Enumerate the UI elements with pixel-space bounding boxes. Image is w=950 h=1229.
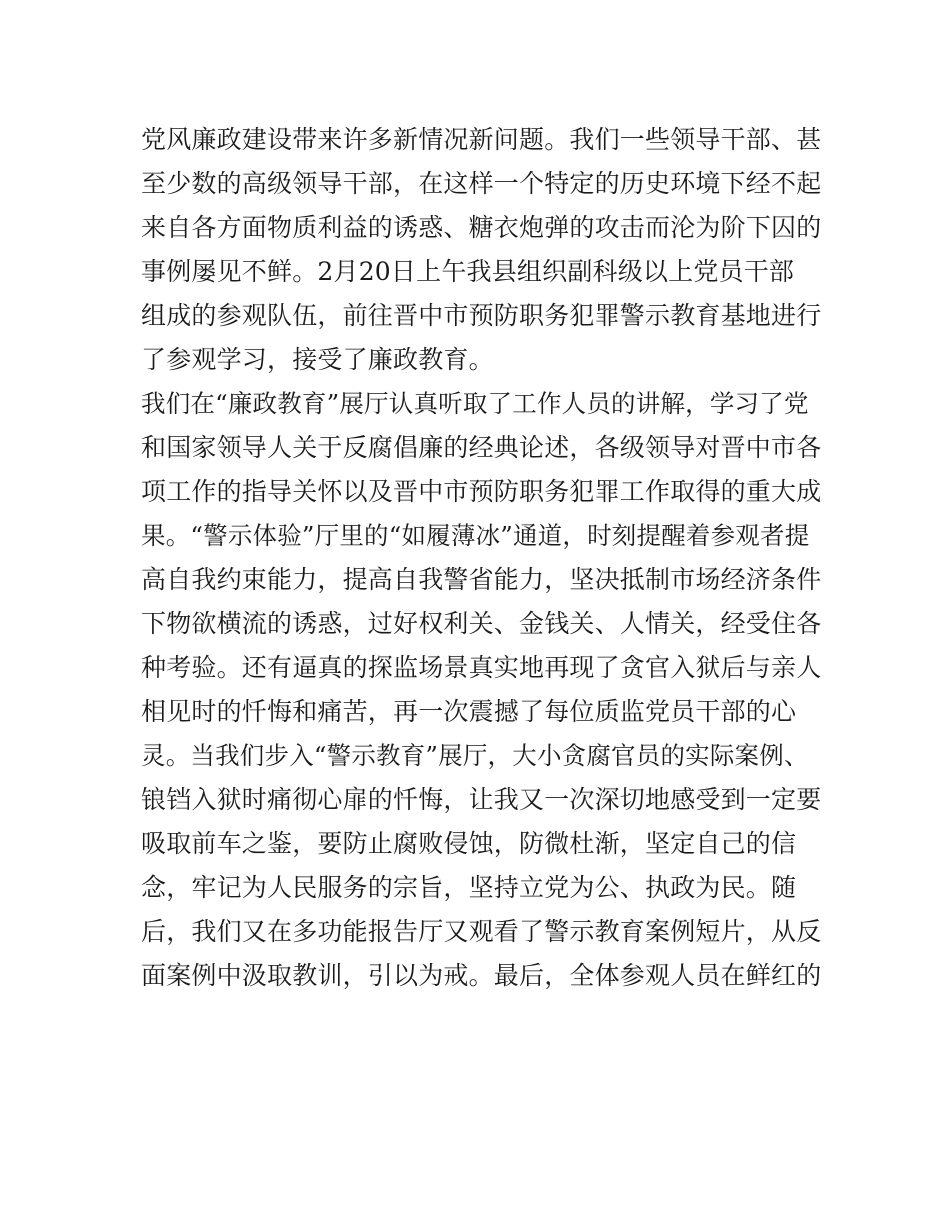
- text-line: 和国家领导人关于反腐倡廉的经典论述，各级领导对晋中市各: [141, 433, 822, 462]
- text-line: 吸取前车之鉴，要防止腐败侵蚀，防微杜渐，坚定自己的信: [141, 829, 797, 858]
- text-line: 锒铛入狱时痛彻心扉的忏悔，让我又一次深切地感受到一定要: [141, 785, 822, 814]
- text-line: 至少数的高级领导干部，在这样一个特定的历史环境下经不起: [141, 169, 822, 198]
- text-line: 组成的参观队伍，前往晋中市预防职务犯罪警示教育基地进行: [141, 301, 822, 330]
- text-line: 了参观学习，接受了廉政教育。: [141, 345, 494, 374]
- text-line: 事例屡见不鲜。2月20日上午我县组织副科级以上党员干部: [141, 257, 795, 286]
- text-line: 相见时的忏悔和痛苦，再一次震撼了每位质监党员干部的心: [141, 697, 797, 726]
- text-line: 来自各方面物质利益的诱惑、糖衣炮弹的攻击而沦为阶下囚的: [141, 213, 822, 242]
- text-line: 项工作的指导关怀以及晋中市预防职务犯罪工作取得的重大成: [141, 477, 822, 506]
- text-line: 我们在“廉政教育”展厅认真听取了工作人员的讲解，学习了党: [141, 389, 809, 418]
- text-line: 后，我们又在多功能报告厅又观看了警示教育案例短片，从反: [141, 917, 822, 946]
- text-line: 种考验。还有逼真的探监场景真实地再现了贪官入狱后与亲人: [141, 653, 822, 682]
- text-line: 高自我约束能力，提高自我警省能力，坚决抵制市场经济条件: [141, 565, 822, 594]
- text-line: 党风廉政建设带来许多新情况新问题。我们一些领导干部、甚: [141, 125, 822, 154]
- text-line: 灵。当我们步入“警示教育”展厅，大小贪腐官员的实际案例、: [141, 741, 809, 770]
- text-line: 面案例中汲取教训，引以为戒。最后，全体参观人员在鲜红的: [141, 961, 822, 990]
- text-line: 果。“警示体验”厅里的“如履薄冰”通道，时刻提醒着参观者提: [141, 521, 810, 550]
- text-line: 念，牢记为人民服务的宗旨，坚持立党为公、执政为民。随: [141, 873, 797, 902]
- text-line: 下物欲横流的诱惑，过好权利关、金钱关、人情关，经受住各: [141, 609, 822, 638]
